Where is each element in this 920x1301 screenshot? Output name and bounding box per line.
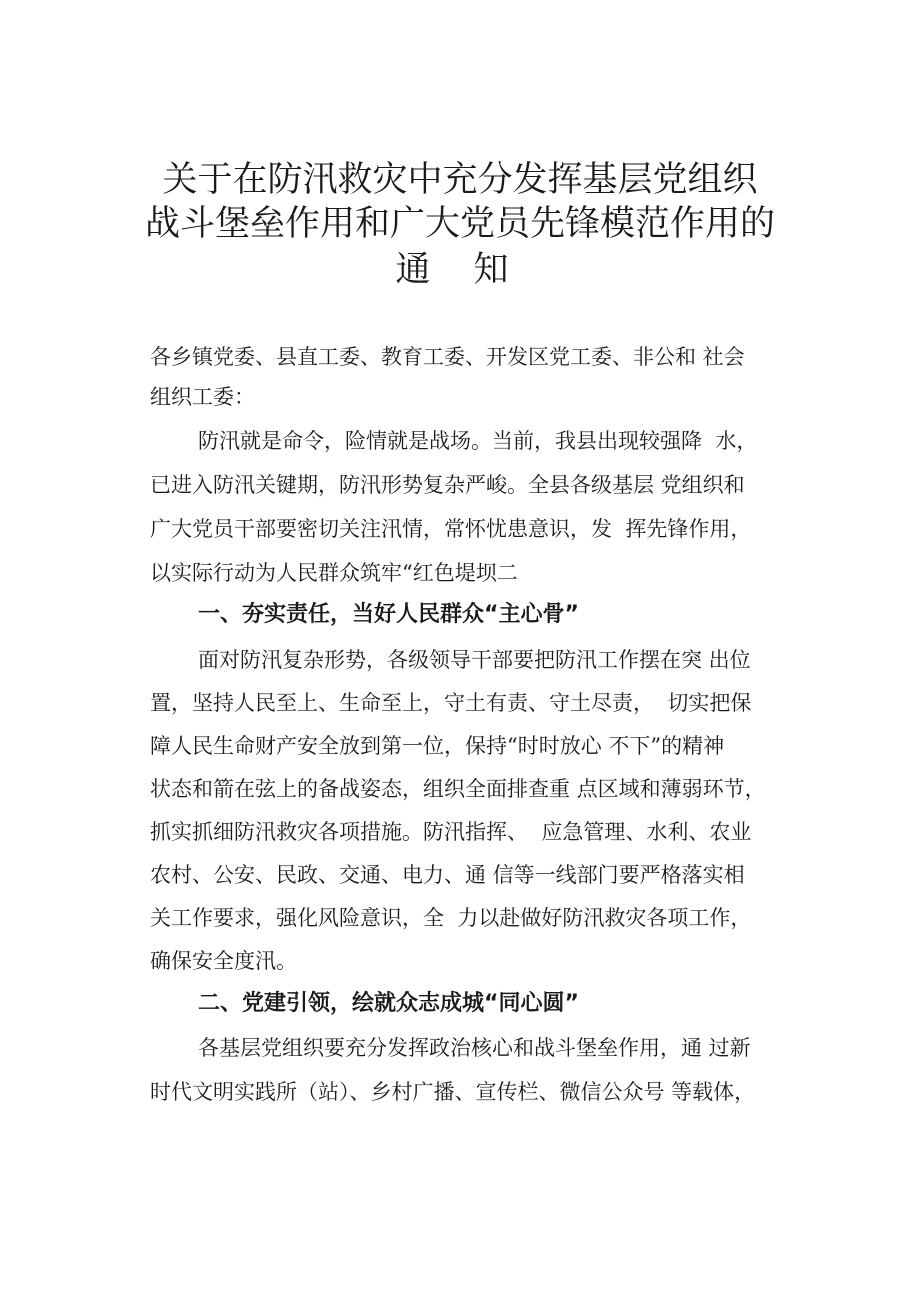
addressee-line-2: 组织工委： — [150, 385, 255, 409]
section-2-line-1: 各基层党组织要充分发挥政治核心和战斗堡垒作用，通 过新 — [198, 1036, 751, 1060]
intro-line-1: 防汛就是命令，险情就是战场。当前，我县出现较强降 水， — [198, 429, 758, 453]
document-title-line-1: 关于在防汛救灾中充分发挥基层党组织 — [162, 160, 758, 200]
section-1-line-3: 障人民生命财产安全放到第一位，保持“时时放心 不下”的精神 — [150, 734, 725, 758]
section-1-line-5: 抓实抓细防汛救灾各项措施。防汛指挥、 应急管理、水利、农业 — [150, 820, 752, 844]
intro-line-3: 广大党员干部要密切关注汛情，常怀忧患意识，发 挥先锋作用， — [150, 517, 752, 541]
section-1-line-8: 确保安全度汛。 — [150, 949, 297, 973]
section-1-line-1: 面对防汛复杂形势，各级领导干部要把防汛工作摆在突 出位 — [198, 648, 751, 672]
section-1-line-2: 置，坚持人民至上、生命至上，守土有责、守土尽责， 切实把保 — [150, 691, 752, 715]
section-1-heading: 一、夯实责任，当好人民群众“主心骨” — [198, 602, 579, 627]
document-title-line-3: 通 知 — [395, 250, 525, 290]
section-1-line-4: 状态和箭在弦上的备战姿态，组织全面排查重 点区域和薄弱环节， — [150, 777, 766, 801]
intro-line-2: 已进入防汛关键期，防汛形势复杂严峻。全县各级基层 党组织和 — [150, 473, 745, 497]
intro-line-4: 以实际行动为人民群众筑牢“红色堤坝二 — [150, 561, 518, 585]
addressee-line-1: 各乡镇党委、县直工委、教育工委、开发区党工委、非公和 社会 — [150, 345, 745, 369]
section-1-line-7: 关工作要求，强化风险意识，全 力以赴做好防汛救灾各项工作， — [150, 906, 752, 930]
section-1-line-6: 农村、公安、民政、交通、电力、通 信等一线部门要严格落实相 — [150, 863, 745, 887]
section-2-heading: 二、党建引领，绘就众志成城“同心圆” — [198, 991, 579, 1016]
section-2-line-2: 时代文明实践所（站）、乡村广播、宣传栏、微信公众号 等载体， — [150, 1080, 756, 1104]
document-title-line-2: 战斗堡垒作用和广大党员先锋模范作用的 — [144, 204, 775, 244]
